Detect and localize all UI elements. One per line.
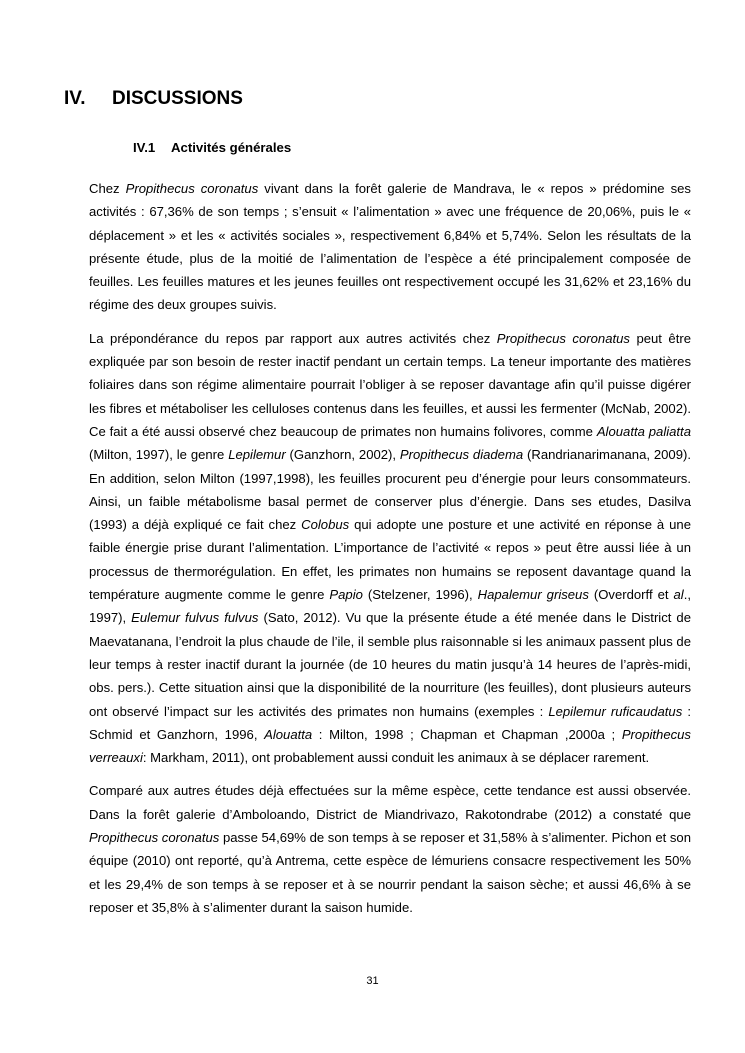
text-run: : Schmid et Ganzhorn, 1996, [89,703,692,742]
text-run: Chez [89,181,126,196]
text-run: : Milton, 1998 ; Chapman et Chapman ,2000a ; [312,726,622,742]
text-run: (Overdorff et [588,587,674,603]
text-run: peut être expliquée par son besoin de rester inactif pendant un certain temps. La teneur importante des matières foliaires dans son régime alimentaire pourrait l’obliger à se reposer davantage afin qu’il puisse digérer les fibres et métaboliser les celluloses contenus dans les feuilles, et aussi les fermenter (McNab, 2002). Ce fait a été aussi observé chez beaucoup de primates non humains folivores, comme [89,330,691,439]
section-title: DISCUSSIONS [112,88,243,109]
italic-term: Hapalemur griseus [477,587,589,603]
text-run: Comparé aux autres études déjà effectuées sur la même espèce, cette tendance est aussi observée. Dans la forêt galerie d’Amboloando, District de Miandrivazo, Rakotondrabe (2012) a constaté que [89,783,691,822]
body-text [89,177,691,929]
section-number: IV. [64,88,86,109]
italic-term: Papio [329,587,363,603]
text-run: vivant dans la forêt galerie de Mandrava, le « repos » prédomine ses activités : 67,36% de son temps ; s’ensuit « l’alimentation » avec une fréquence de 20,06%, puis le « déplacement » et les « activités sociales », respectivement 6,84% et 5,74%. Selon les résultats de la présente étude, plus de la moitié de l’alimentation de l’espèce a été principalement composée de feuilles. Les feuilles matures et les jeunes feuilles ont respectivement occupé les 31,62% et 23,16% du régime des deux groupes suivis. [89,181,691,313]
italic-term: Lepilemur ruficaudatus [548,703,683,719]
text-run: La prépondérance du repos par rapport aux autres activités chez [89,330,497,346]
italic-term: Propithecus diadema [399,447,524,463]
italic-term: Propithecus verreauxi [89,726,691,766]
italic-term: Eulemur fulvus fulvus [131,610,259,626]
subsection-number: IV.1 [133,140,156,155]
subsection-title: Activités générales [171,140,292,155]
italic-term: Alouatta [264,726,313,742]
text-run: ., 1997), [89,587,691,626]
subsection-heading [133,140,291,155]
italic-term: Propithecus coronatus [496,330,630,346]
italic-term: Propithecus coronatus [125,181,259,196]
italic-term: Colobus [301,517,350,533]
paragraph [89,327,691,770]
italic-term: al [673,587,684,603]
paragraph [89,779,691,919]
text-run: (Ganzhorn, 2002), [285,447,400,463]
text-run: (Randrianarimanana, 2009). En addition, selon Milton (1997,1998), les feuilles procurent peu d’énergie pour leurs consommateurs. Ainsi, un faible métabolisme basal permet de conserver plus d’énergie. Dans ses etudes, Dasilva (1993) a déjà expliqué ce fait chez [89,447,691,533]
text-run: qui adopte une posture et une activité en réponse à une faible énergie prise durant l’alimentation. L’importance de l’activité « repos » peut être aussi liée à un processus de thermorégulation. En effet, les primates non humains se reposent davantage quand la température augmente comme le genre [89,517,691,603]
italic-term: Alouatta paliatta [596,423,691,439]
section-heading [64,88,243,110]
text-run: (Sato, 2012). Vu que la présente étude a été menée dans le District de Maevatanana, l’endroit la plus chaude de l’ile, il semble plus raisonnable si les animaux passent plus de leur temps à rester inactif durant la journée (de 10 heures du matin jusqu’à 14 heures de l’après-midi, obs. pers.). Cette situation ainsi que la disponibilité de la nourriture (les feuilles), dont plusieurs auteurs ont observé l’impact sur les activités des primates non humains (exemples : [89,610,691,719]
page-number: 31 [366,975,379,987]
text-run: (Milton, 1997), le genre [89,447,229,463]
italic-term: Lepilemur [228,447,286,463]
text-run: passe 54,69% de son temps à se reposer et 31,58% à s’alimenter. Pichon et son équipe (2010) ont reporté, qu’à Antrema, cette espèce de lémuriens consacre respectivement les 50% et les 29,4% de son temps à se reposer et à se nourrir pendant la saison sèche; et aussi 46,6% à se reposer et 35,8% à s’alimenter durant la saison humide. [89,830,691,915]
paragraph [89,177,691,317]
text-run: (Stelzener, 1996), [362,587,478,603]
italic-term: Propithecus coronatus [89,830,220,846]
text-run: : Markham, 2011), ont probablement aussi conduit les animaux à se déplacer rarement. [142,750,650,766]
